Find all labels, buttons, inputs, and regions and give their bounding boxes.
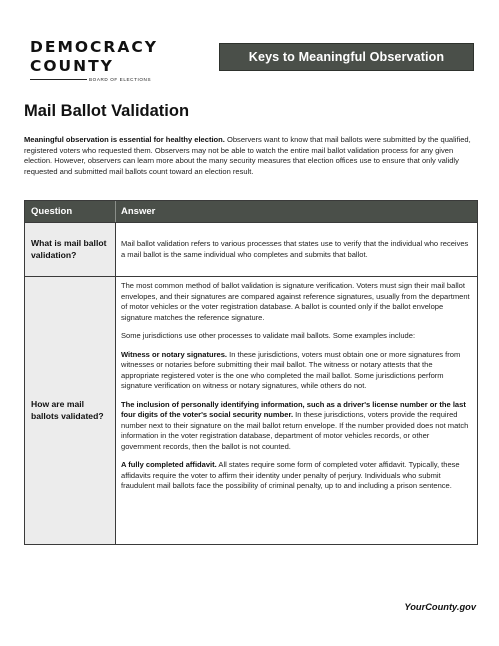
question-cell: How are mail ballots validated? <box>25 277 116 544</box>
answer-paragraph <box>121 400 471 453</box>
intro-lead: Meaningful observation is essential for healthy election. <box>24 135 225 144</box>
county-logo <box>30 38 158 82</box>
answer-text: Mail ballot validation refers to various processes that states use to verify that the individual who receives a mail ballot is the same individual who completes and submits that ballot. <box>121 239 469 259</box>
table-row <box>25 223 477 277</box>
logo-subtitle-row <box>30 77 158 82</box>
intro-paragraph <box>24 135 479 178</box>
answer-text: In these jurisdictions, voters provide the required number next to their signature on the mail ballot return envelope. If the number provided does not match information in the voter registration database, department of motor vehicles records, or other government records, then the ballot is not counted. <box>121 410 469 451</box>
answer-text: In these jurisdictions, voters must obtain one or more signatures from witnesses or notaries before submitting their mail ballot. The witness or notary attests that the appropriate registered voter is the one who completed the mail ballot. Some jurisdictions perform signature verification on witness or notary signatures, while others do not. <box>121 349 461 390</box>
logo-line-2: COUNTY <box>30 57 114 75</box>
answer-paragraph: Some jurisdictions use other processes to validate mail ballots. Some examples include: <box>121 331 416 340</box>
answer-bold: The inclusion of personally identifying information, such as a driver's license number or the last four digits of the voter's social security number. <box>121 399 466 419</box>
answer-cell <box>116 277 477 544</box>
banner-title: Keys to Meaningful Observation <box>248 50 445 64</box>
question-cell: What is mail ballot validation? <box>25 223 116 276</box>
answer-bold: A fully completed affidavit. <box>121 460 217 469</box>
footer-website: YourCounty.gov <box>404 602 476 612</box>
answer-bold: Witness or notary signatures. <box>121 349 228 359</box>
header-answer: Answer <box>121 206 156 217</box>
table-row <box>25 277 477 544</box>
answer-paragraph: The most common method of ballot validation is signature verification. Voters must sign their mail ballot envelopes, and their signatures are compared against reference signatures, usually from the department of motor vehicles or the voter registration database. A ballot is counted only if the ballot envelope signature matches the reference signature. <box>121 281 470 322</box>
logo-line-1: DEMOCRACY <box>30 38 158 56</box>
header-question: Question <box>25 201 116 222</box>
logo-subtitle: BOARD OF ELECTIONS <box>89 77 152 82</box>
intro-body: Observers want to know that mail ballots were submitted by the qualified, registered voters who requested them. Observers may not be able to watch the entire mail ballot validation process for any given election. However, observers can learn more about the many security measures that election offices use to ensure that only validly requested and submitted mail ballots count toward an election result. <box>24 135 471 177</box>
logo-rule <box>30 79 87 80</box>
header-banner <box>219 43 474 71</box>
answer-paragraph <box>121 350 471 392</box>
qa-table <box>24 200 478 545</box>
answer-text: All states require some form of completed voter affidavit. Typically, these affidavits require the voter to affirm their identity under penalty of perjury. Individuals who submit fraudulent mail ballots face the possibility of criminal penalty, up to and including a prison sentence. <box>121 460 460 490</box>
table-header-row <box>25 201 477 223</box>
page-title: Mail Ballot Validation <box>24 102 190 120</box>
answer-paragraph <box>121 460 471 492</box>
answer-cell <box>116 223 477 276</box>
